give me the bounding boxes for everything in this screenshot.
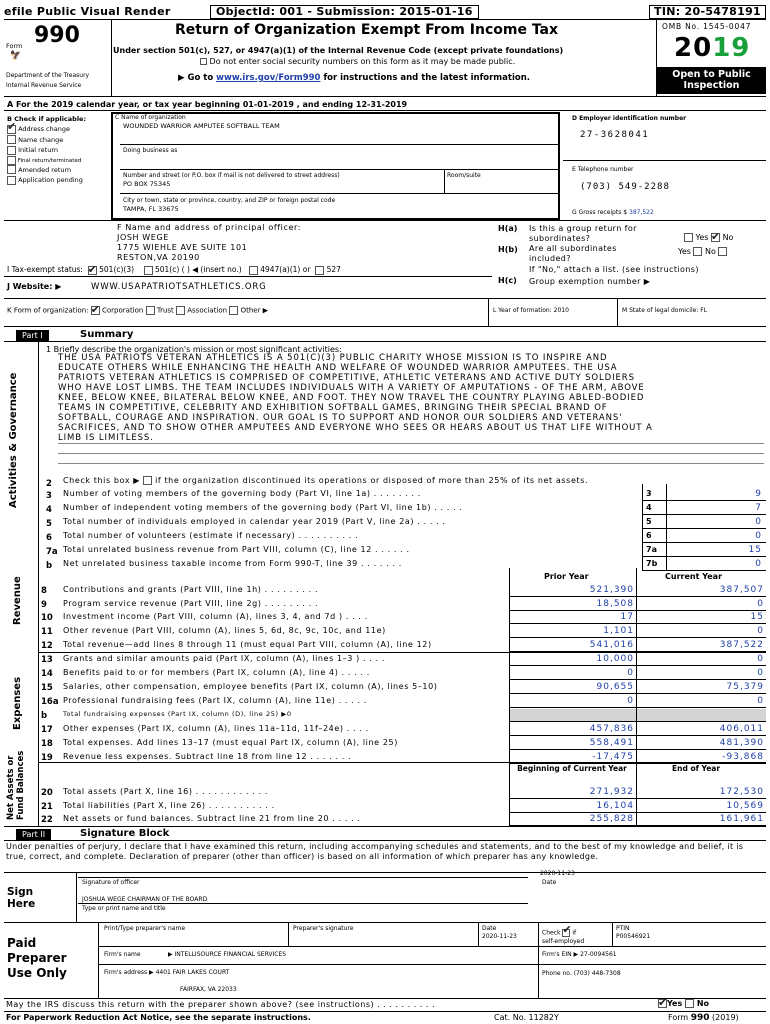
d-label: D Employer identification number xyxy=(572,115,687,122)
prep-name-label: Print/Type preparer's name xyxy=(104,925,186,932)
gov-value: 7 xyxy=(755,503,762,513)
mission-line: SACRIFICES, AND TO SHOW OTHER AMPUTEES AND EVERYONE WHO SEES OR HEARS ABOUT US THAT LIFE WITHOUT A xyxy=(58,423,653,433)
perjury-declaration: Under penalties of perjury, I declare that I have examined this return, including accompanying schedules and statements, and to the best of my knowledge and belief, it is true, correct, and complete. Declaration of preparer (other than officer) is based on all information of which preparer has any knowledge. xyxy=(6,842,744,861)
c-label: C Name of organization xyxy=(115,114,186,121)
gov-line-number: 7a xyxy=(46,547,58,557)
gov-line-text: Number of voting members of the governing body (Part VI, line 1a) . . . . . . . . xyxy=(63,489,421,498)
col-current-year: Current Year xyxy=(665,572,723,581)
b-title: B Check if applicable: xyxy=(7,115,87,123)
gov-box-label: 7a xyxy=(646,545,657,554)
net-line-text: Net assets or fund balances. Subtract line 21 from line 20 . . . . . xyxy=(63,814,361,823)
form-footer: Form 990 (2019) xyxy=(668,1013,739,1023)
gov-value: 15 xyxy=(748,545,762,555)
expense-line-text: Other expenses (Part IX, column (A), lines 11a–11d, 11f–24e) . . . . xyxy=(63,724,369,733)
line-a: A For the 2019 calendar year, or tax year beginning 01-01-2019 , and ending 12-31-2019 xyxy=(7,100,408,109)
gov-col-rule xyxy=(666,484,667,570)
eagle-icon: 🦅 xyxy=(10,51,22,61)
discuss-yes-no: ✔ Yes No xyxy=(658,999,709,1008)
part2-title: Signature Block xyxy=(80,828,170,839)
expense-line-number: 19 xyxy=(41,753,53,763)
ha-yes-no: Yes ✔ No xyxy=(684,233,733,242)
expense-line-text: Salaries, other compensation, employee benefits (Part IX, column (A), lines 5–10) xyxy=(63,682,438,691)
gov-line-number: 5 xyxy=(46,519,52,529)
mission-line: KNEE, BELOW KNEE, BILATERAL BELOW KNEE, AND FOOT. THEY NOW TRAVEL THE COUNTRY PLAYING ABLED-BODIED xyxy=(58,393,645,403)
b-amended: Amended return xyxy=(7,165,83,176)
line1-label: 1 Briefly describe the organization's mission or most significant activities: xyxy=(46,345,342,354)
gov-line-text: Net unrelated business taxable income from Form 990-T, line 39 . . . . . . . xyxy=(63,559,402,568)
checkbox-501c[interactable] xyxy=(144,266,153,275)
expense-line-current: 481,390 xyxy=(719,738,764,748)
street: PO BOX 75345 xyxy=(123,180,171,188)
form-of-org: K Form of organization: ✔ Corporation Trust Association Other ▶ xyxy=(7,306,268,315)
row-rule xyxy=(509,749,766,750)
expense-line-text: Revenue less expenses. Subtract line 18 from line 12 . . . . . . . xyxy=(63,752,352,761)
expense-line-text: Grants and similar amounts paid (Part IX, column (A), lines 1–3 ) . . . . xyxy=(63,654,385,663)
side-revenue: Revenue xyxy=(12,576,23,625)
expense-line-prior: 558,491 xyxy=(589,738,634,748)
revenue-line-prior: 1,101 xyxy=(603,626,634,637)
expense-line-prior: 10,000 xyxy=(596,654,634,664)
ssn-warning: Do not enter social security numbers on this form as it may be made public. xyxy=(200,57,515,66)
firm-phone: Phone no. (703) 448-7308 xyxy=(542,970,621,977)
gov-rule xyxy=(642,500,766,501)
firm-address: Firm's address ▶ 4401 FAIR LAKES COURT xyxy=(104,969,230,976)
revenue-line-number: 8 xyxy=(41,586,47,596)
dba-label: Doing business as xyxy=(123,147,178,154)
col-prior-year: Prior Year xyxy=(544,572,589,581)
hb-yes-no: Yes No xyxy=(678,247,727,256)
gov-line-text: Check this box ▶ if the organization discontinued its operations or disposed of more than 25% of its net assets. xyxy=(63,476,589,485)
org-name: WOUNDED WARRIOR AMPUTEE SOFTBALL TEAM xyxy=(123,122,280,130)
expense-line-current: 0 xyxy=(757,696,764,706)
officer-name: JOSHUA WEGE CHAIRMAN OF THE BOARD xyxy=(82,896,208,903)
gov-box-label: 5 xyxy=(646,517,652,526)
form-word: Form xyxy=(6,42,23,50)
revenue-line-prior: 521,390 xyxy=(589,585,634,595)
checkbox[interactable] xyxy=(7,146,16,155)
expense-line-prior: 90,655 xyxy=(596,682,634,692)
mission-text xyxy=(58,353,653,443)
gov-line-text: Total number of volunteers (estimate if necessary) . . . . . . . . . . xyxy=(63,531,359,540)
revenue-line-current: 0 xyxy=(757,598,764,609)
irs: Internal Revenue Service xyxy=(6,82,82,89)
type-label: Type or print name and title xyxy=(82,905,166,912)
city-label: City or town, state or province, country, and ZIP or foreign postal code xyxy=(123,197,336,204)
net-line-current: 172,530 xyxy=(719,787,764,797)
irs-discuss: May the IRS discuss this return with the preparer shown above? (see instructions) . . . . . . . . . . xyxy=(6,1000,436,1009)
checkbox[interactable] xyxy=(7,135,16,144)
part1-tag: Part I xyxy=(16,330,49,341)
side-net-assets: Net Assets or Fund Balances xyxy=(6,750,26,820)
hb-label: H(b) xyxy=(498,245,518,254)
mission-line: EDUCATE OTHERS WHILE ENHANCING THE HEALTH AND WELFARE OF WOUNDED WARRIOR AMPUTEES. THE USA xyxy=(58,363,618,373)
mission-line: WHO HAVE LOST LIMBS. THE TEAM INCLUDES INDIVIDUALS WITH A VARIETY OF AMPUTATIONS - OF THE ARM, ABOVE xyxy=(58,383,645,393)
gov-line-number: b xyxy=(46,561,53,571)
paperwork-notice: For Paperwork Reduction Act Notice, see the separate instructions. xyxy=(6,1013,311,1022)
expense-line-text: Professional fundraising fees (Part IX, column (A), line 11e) . . . . . xyxy=(63,696,367,705)
form-subtitle: Under section 501(c), 527, or 4947(a)(1) of the Internal Revenue Code (except private foundations) xyxy=(113,46,564,55)
side-expenses: Expenses xyxy=(12,676,23,730)
tax-exempt-status: I Tax-exempt status: ✔ 501(c)(3) 501(c) ( ) ◀ (insert no.) 4947(a)(1) or 527 xyxy=(7,265,341,275)
sign-date: 2020-11-23 xyxy=(540,870,575,877)
b-final-return: Final return/terminated xyxy=(7,156,83,165)
revenue-line-current: 387,507 xyxy=(719,585,764,595)
hb-text: Are all subordinates included? xyxy=(529,244,617,263)
hc-text: Group exemption number ▶ xyxy=(529,277,651,286)
tax-year: 2019 xyxy=(674,33,751,63)
net-line-number: 20 xyxy=(41,788,53,798)
net-line-prior: 271,932 xyxy=(589,787,634,797)
gov-rule xyxy=(642,528,766,529)
revenue-line-text: Other revenue (Part VIII, column (A), lines 5, 6d, 8c, 9c, 10c, and 11e) xyxy=(63,626,386,636)
revenue-line-number: 10 xyxy=(41,613,53,624)
shaded-cell xyxy=(509,709,766,721)
self-employed: Check ✔ if self-employed xyxy=(542,929,584,946)
net-line-current: 161,961 xyxy=(719,814,764,824)
gov-box-label: 6 xyxy=(646,531,652,540)
phone: (703) 549-2288 xyxy=(580,182,670,192)
firm-city: FAIRFAX, VA 22033 xyxy=(180,986,237,993)
city: TAMPA, FL 33675 xyxy=(123,205,179,213)
ha-label: H(a) xyxy=(498,224,518,233)
gov-line-text: Total unrelated business revenue from Part VIII, column (C), line 12 . . . . . . xyxy=(63,545,410,554)
revenue-line-text: Contributions and grants (Part VIII, line 1h) . . . . . . . . . xyxy=(63,585,319,594)
net-line-text: Total liabilities (Part X, line 26) . . . . . . . . . . . xyxy=(63,800,275,810)
omb-number: OMB No. 1545-0047 xyxy=(662,22,752,31)
firm-name-label: Firm's name xyxy=(104,951,141,958)
checkbox-501c3[interactable] xyxy=(88,266,97,275)
firm-ein: Firm's EIN ▶ 27-0094561 xyxy=(542,951,617,958)
gov-value: 0 xyxy=(755,531,762,541)
year-formation: L Year of formation: 2010 xyxy=(493,307,569,314)
gov-line-number: 6 xyxy=(46,533,52,543)
gov-line-text: Total number of individuals employed in calendar year 2019 (Part V, line 2a) . . . . . xyxy=(63,517,446,526)
expense-line-number: 13 xyxy=(41,655,53,665)
gov-value: 0 xyxy=(755,517,762,527)
irs-link[interactable]: www.irs.gov/Form990 xyxy=(216,73,321,83)
gov-rule xyxy=(642,570,766,571)
gov-value: 9 xyxy=(755,489,762,499)
principal-officer: F Name and address of principal officer: JOSH WEGE 1775 WIEHLE AVE SUITE 101 RESTON,VA 20190 xyxy=(117,223,302,262)
state-domicile: M State of legal domicile: FL xyxy=(622,307,708,314)
row-rule xyxy=(509,665,766,666)
row-rule xyxy=(509,596,766,597)
row-rule xyxy=(509,623,766,624)
b-initial-return: Initial return xyxy=(7,145,83,156)
ptin: PTIN P00546921 xyxy=(616,925,651,940)
row-rule xyxy=(509,637,766,638)
gross-receipts: G Gross receipts $ 387,522 xyxy=(572,209,654,216)
expense-line-current: 75,379 xyxy=(726,682,764,692)
expense-line-text: Benefits paid to or for members (Part IX, column (A), line 4) . . . . . xyxy=(63,668,370,677)
mission-line: SOFTBALL, COURAGE AND INSPIRATION. OUR GOAL IS TO SUPPORT AND HONOR OUR SOLDIERS AND VETERANS' xyxy=(58,413,623,423)
expense-line-number: 14 xyxy=(41,669,53,679)
discontinued-checkbox[interactable] xyxy=(143,476,152,485)
gov-line-number: 2 xyxy=(46,479,52,489)
sign-here: Sign Here xyxy=(7,886,36,910)
expense-line-number: 16a xyxy=(41,697,59,707)
part2-tag: Part II xyxy=(16,829,51,840)
expense-line-prior: 0 xyxy=(627,668,634,678)
row-rule xyxy=(509,693,766,694)
b-app-pending: Application pending xyxy=(7,175,83,186)
firm-name: ▶ INTELLISOURCE FINANCIAL SERVICES xyxy=(168,951,287,958)
hb-note: If "No," attach a list. (see instructions) xyxy=(529,265,699,274)
row-rule xyxy=(509,812,766,813)
net-line-text: Total assets (Part X, line 16) . . . . . . . . . . . . xyxy=(63,787,268,796)
revenue-line-prior: 18,508 xyxy=(596,598,634,609)
gov-line-number: 4 xyxy=(46,505,52,515)
row-rule xyxy=(509,610,766,611)
revenue-line-text: Total revenue—add lines 8 through 11 (must equal Part VIII, column (A), line 12) xyxy=(63,639,432,649)
revenue-line-current: 387,522 xyxy=(719,639,764,650)
expense-line-text: Total expenses. Add lines 13–17 (must equal Part IX, column (A), line 25) xyxy=(63,738,398,747)
expense-line-number: 18 xyxy=(41,739,53,749)
b-address-change: ✔ Address change xyxy=(7,124,83,135)
mission-line: PATRIOTS VETERAN ATHLETICS IS COMPRISED OF COMPETITIVE, ATHLETIC VETERANS AND ACTIVE DUTY SOLDIERS xyxy=(58,373,635,383)
expense-line-prior: -17,475 xyxy=(592,752,634,762)
ein: 27-3628041 xyxy=(580,130,650,140)
irs-link-line: ▶ Go to www.irs.gov/Form990 for instructions and the latest information. xyxy=(178,73,530,83)
net-line-prior: 255,828 xyxy=(589,814,634,824)
gov-line-number: 3 xyxy=(46,491,52,501)
cat-no: Cat. No. 11282Y xyxy=(494,1013,559,1022)
row-rule xyxy=(509,798,766,799)
revenue-line-number: 11 xyxy=(41,627,53,638)
revenue-line-text: Investment income (Part VIII, column (A), lines 3, 4, and 7d ) . . . . xyxy=(63,612,368,622)
revenue-line-text: Program service revenue (Part VIII, line 2g) . . . . . . . . . xyxy=(63,598,319,608)
col-end-year: End of Year xyxy=(672,764,721,773)
row-rule xyxy=(509,721,766,722)
net-line-number: 21 xyxy=(41,801,53,812)
hc-label: H(c) xyxy=(498,276,517,285)
revenue-line-current: 15 xyxy=(750,612,764,623)
revenue-line-number: 9 xyxy=(41,599,47,610)
form-title: Return of Organization Exempt From Income Tax xyxy=(175,22,559,38)
gov-box-label: 3 xyxy=(646,489,652,498)
revenue-line-number: 12 xyxy=(41,640,53,651)
date-label: Date xyxy=(542,879,557,886)
ha-text: Is this a group return for subordinates? xyxy=(529,224,637,243)
form-number: 990 xyxy=(34,23,80,48)
expense-line-number: 15 xyxy=(41,683,53,693)
b-name-change: Name change xyxy=(7,135,83,146)
expense-line-current: 0 xyxy=(757,654,764,664)
revenue-line-prior: 541,016 xyxy=(589,639,634,650)
mission-line: LIMB IS LIMITLESS. xyxy=(58,433,154,443)
revenue-line-prior: 17 xyxy=(620,612,634,623)
expense-line-number: 17 xyxy=(41,725,53,735)
expense-line-prior: 0 xyxy=(627,696,634,706)
gov-col-rule xyxy=(642,484,643,570)
paid-preparer: Paid Preparer Use Only xyxy=(7,936,67,980)
checkbox-4947[interactable] xyxy=(249,266,258,275)
gov-rule xyxy=(642,556,766,557)
signature-label: Signature of officer xyxy=(82,879,140,886)
prep-sig-label: Preparer's signature xyxy=(293,925,354,932)
gov-rule xyxy=(642,542,766,543)
net-line-number: 22 xyxy=(41,815,53,825)
expense-line-text: Total fundraising expenses (Part IX, column (D), line 25) ▶0 xyxy=(63,710,292,718)
expense-line-number: b xyxy=(41,711,48,721)
row-rule xyxy=(509,679,766,680)
dept-treasury: Department of the Treasury xyxy=(6,72,90,79)
net-line-current: 10,569 xyxy=(726,800,764,811)
revenue-line-current: 0 xyxy=(757,626,764,637)
street-label: Number and street (or P.O. box if mail is not delivered to street address) xyxy=(123,172,340,179)
e-label: E Telephone number xyxy=(572,166,634,173)
gov-line-text: Number of independent voting members of the governing body (Part VI, line 1b) . . . . . xyxy=(63,503,463,512)
website-label: J Website: ▶ xyxy=(7,282,62,291)
mission-line: THE USA PATRIOTS VETERAN ATHLETICS IS A 501(C)(3) PUBLIC CHARITY WHOSE MISSION IS TO INSPIRE AND xyxy=(58,353,608,363)
gov-value: 0 xyxy=(755,559,762,569)
checkbox[interactable] xyxy=(7,156,16,165)
side-activities: Activities & Governance xyxy=(8,372,19,508)
checkbox[interactable] xyxy=(7,165,16,174)
open-to-public: Open to Public Inspection xyxy=(657,67,766,94)
prep-date: Date 2020-11-23 xyxy=(482,925,517,940)
object-id: ObjectId: 001 - Submission: 2015-01-16 xyxy=(210,5,479,19)
expense-line-current: -93,868 xyxy=(722,752,764,762)
gov-box-label: 4 xyxy=(646,503,652,512)
gov-box-label: 7b xyxy=(646,559,658,568)
net-line-prior: 16,104 xyxy=(596,800,634,811)
checkbox[interactable] xyxy=(7,176,16,185)
expense-line-prior: 457,836 xyxy=(589,724,634,734)
row-rule xyxy=(509,707,766,708)
website: WWW.USAPATRIOTSATHLETICS.ORG xyxy=(91,282,267,292)
mission-line: TEAMS IN COMPETITIVE, CELEBRITY AND EXHIBITION SOFTBALL GAMES, BRINGING THEIR SPECIAL BRAND OF xyxy=(58,403,608,413)
part1-title: Summary xyxy=(80,329,134,340)
efile-label: efile Public Visual Render xyxy=(4,5,171,18)
checkbox-527[interactable] xyxy=(315,266,324,275)
checkbox[interactable] xyxy=(7,125,16,134)
room-label: Room/suite xyxy=(447,172,481,179)
expense-line-current: 0 xyxy=(757,668,764,678)
b-options xyxy=(7,124,83,186)
tin: TIN: 20-5478191 xyxy=(649,5,766,19)
gov-rule xyxy=(642,514,766,515)
col-beginning: Beginning of Current Year xyxy=(517,764,627,773)
expense-line-current: 406,011 xyxy=(719,724,764,734)
row-rule xyxy=(509,735,766,736)
